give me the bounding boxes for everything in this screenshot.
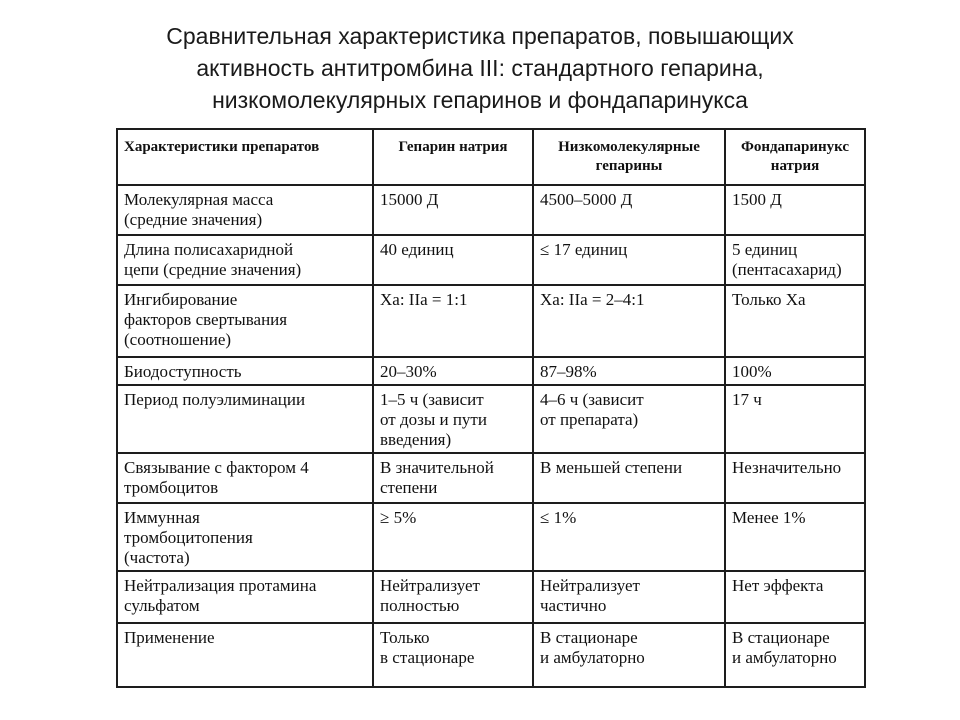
cell-heparin bbox=[373, 623, 533, 687]
cell-lmwh bbox=[533, 623, 725, 687]
table-row bbox=[117, 503, 865, 571]
cell-fondaparinux bbox=[725, 285, 865, 357]
cell-text-line: сульфатом bbox=[124, 596, 200, 615]
cell-text-line: факторов свертывания bbox=[124, 310, 288, 329]
cell-text-line: 20–30% bbox=[380, 362, 437, 381]
cell-text-line: Применение bbox=[124, 628, 215, 647]
cell-text-line: 40 единиц bbox=[380, 240, 454, 259]
cell-text-line: ≤ 1% bbox=[540, 508, 577, 527]
header-text-line: Фондапаринукс bbox=[740, 139, 850, 155]
cell-characteristic bbox=[117, 385, 373, 453]
cell-characteristic bbox=[117, 623, 373, 687]
header-text-line: Характеристики препаратов bbox=[124, 139, 320, 155]
cell-characteristic bbox=[117, 571, 373, 623]
cell-text-line: степени bbox=[380, 478, 438, 497]
cell-lmwh bbox=[533, 357, 725, 385]
cell-text-line: Xa: IIa = 1:1 bbox=[380, 290, 468, 309]
cell-fondaparinux bbox=[725, 623, 865, 687]
cell-text-line: (соотношение) bbox=[124, 330, 232, 349]
header-text-line: Низкомолекулярные bbox=[558, 139, 700, 155]
cell-text-line: Менее 1% bbox=[732, 508, 806, 527]
cell-text-line: Незначительно bbox=[732, 458, 842, 477]
cell-text-line: ≤ 17 единиц bbox=[540, 240, 628, 259]
table-row bbox=[117, 623, 865, 687]
cell-text-line: 4–6 ч (зависит bbox=[540, 390, 644, 409]
cell-text-line: и амбулаторно bbox=[540, 648, 645, 667]
cell-text-line: тромбоцитов bbox=[124, 478, 219, 497]
cell-text-line: Нейтрализация протамина bbox=[124, 576, 317, 595]
cell-lmwh bbox=[533, 503, 725, 571]
header-lmwh bbox=[533, 129, 725, 185]
cell-heparin bbox=[373, 357, 533, 385]
cell-characteristic bbox=[117, 357, 373, 385]
cell-text-line: в стационаре bbox=[380, 648, 475, 667]
table-row bbox=[117, 571, 865, 623]
cell-fondaparinux bbox=[725, 571, 865, 623]
cell-text-line: 15000 Д bbox=[380, 190, 439, 209]
cell-text-line: 100% bbox=[732, 362, 772, 381]
header-text-line: натрия bbox=[770, 158, 820, 174]
cell-text-line: частично bbox=[540, 596, 607, 615]
cell-text-line: (частота) bbox=[124, 548, 190, 567]
header-characteristics bbox=[117, 129, 373, 185]
cell-heparin bbox=[373, 285, 533, 357]
cell-text-line: и амбулаторно bbox=[732, 648, 837, 667]
cell-text-line: 1500 Д bbox=[732, 190, 782, 209]
cell-characteristic bbox=[117, 235, 373, 285]
cell-heparin bbox=[373, 235, 533, 285]
cell-text-line: от препарата) bbox=[540, 410, 639, 429]
cell-text-line: Период полуэлиминации bbox=[124, 390, 306, 409]
cell-text-line: полностью bbox=[380, 596, 460, 615]
cell-text-line: 1–5 ч (зависит bbox=[380, 390, 484, 409]
cell-text-line: Длина полисахаридной bbox=[124, 240, 294, 259]
cell-text-line: Нейтрализует bbox=[380, 576, 480, 595]
cell-characteristic bbox=[117, 453, 373, 503]
cell-fondaparinux bbox=[725, 357, 865, 385]
table-body bbox=[117, 185, 865, 687]
cell-text-line: Молекулярная масса bbox=[124, 190, 274, 209]
cell-text-line: Биодоступность bbox=[124, 362, 242, 381]
cell-heparin bbox=[373, 503, 533, 571]
table-header-row bbox=[117, 129, 865, 185]
cell-text-line: (пентасахарид) bbox=[732, 260, 842, 279]
cell-heparin bbox=[373, 385, 533, 453]
title-line-1: Сравнительная характеристика препаратов, повышающих bbox=[166, 23, 794, 49]
table-row bbox=[117, 453, 865, 503]
cell-text-line: Только Xa bbox=[732, 290, 806, 309]
cell-text-line: В стационаре bbox=[540, 628, 638, 647]
cell-lmwh bbox=[533, 385, 725, 453]
table-row bbox=[117, 185, 865, 235]
cell-text-line: Нет эффекта bbox=[732, 576, 824, 595]
cell-lmwh bbox=[533, 285, 725, 357]
cell-text-line: 87–98% bbox=[540, 362, 597, 381]
table-row bbox=[117, 357, 865, 385]
table-row bbox=[117, 235, 865, 285]
cell-lmwh bbox=[533, 235, 725, 285]
cell-text-line: тромбоцитопения bbox=[124, 528, 253, 547]
cell-text-line: В меньшей степени bbox=[540, 458, 683, 477]
cell-text-line: В стационаре bbox=[732, 628, 830, 647]
cell-fondaparinux bbox=[725, 453, 865, 503]
cell-text-line: (средние значения) bbox=[124, 210, 263, 229]
cell-text-line: 5 единиц bbox=[732, 240, 798, 259]
cell-text-line: от дозы и пути bbox=[380, 410, 487, 429]
cell-text-line: Иммунная bbox=[124, 508, 200, 527]
cell-characteristic bbox=[117, 285, 373, 357]
cell-fondaparinux bbox=[725, 503, 865, 571]
comparison-table-container bbox=[116, 128, 864, 684]
cell-lmwh bbox=[533, 185, 725, 235]
cell-characteristic bbox=[117, 185, 373, 235]
cell-text-line: 17 ч bbox=[732, 390, 762, 409]
cell-text-line: ≥ 5% bbox=[380, 508, 417, 527]
cell-text-line: В значительной bbox=[380, 458, 494, 477]
header-text-line: Гепарин натрия bbox=[398, 139, 508, 155]
cell-text-line: Связывание с фактором 4 bbox=[124, 458, 309, 477]
page-title bbox=[60, 20, 900, 116]
cell-text-line: 4500–5000 Д bbox=[540, 190, 633, 209]
header-fondaparinux bbox=[725, 129, 865, 185]
cell-lmwh bbox=[533, 571, 725, 623]
title-line-3: низкомолекулярных гепаринов и фондапаринукса bbox=[212, 87, 748, 113]
title-line-2: активность антитромбина III: стандартного гепарина, bbox=[196, 55, 764, 81]
header-heparin bbox=[373, 129, 533, 185]
cell-text-line: Ингибирование bbox=[124, 290, 238, 309]
comparison-table bbox=[116, 128, 866, 688]
cell-heparin bbox=[373, 453, 533, 503]
cell-heparin bbox=[373, 571, 533, 623]
cell-text-line: Нейтрализует bbox=[540, 576, 640, 595]
cell-text-line: Xa: IIa = 2–4:1 bbox=[540, 290, 645, 309]
cell-fondaparinux bbox=[725, 235, 865, 285]
cell-text-line: Только bbox=[380, 628, 430, 647]
table-row bbox=[117, 385, 865, 453]
cell-heparin bbox=[373, 185, 533, 235]
cell-fondaparinux bbox=[725, 385, 865, 453]
cell-text-line: цепи (средние значения) bbox=[124, 260, 302, 279]
cell-text-line: введения) bbox=[380, 430, 452, 449]
header-text-line: гепарины bbox=[595, 158, 663, 174]
cell-fondaparinux bbox=[725, 185, 865, 235]
cell-lmwh bbox=[533, 453, 725, 503]
table-row bbox=[117, 285, 865, 357]
cell-characteristic bbox=[117, 503, 373, 571]
